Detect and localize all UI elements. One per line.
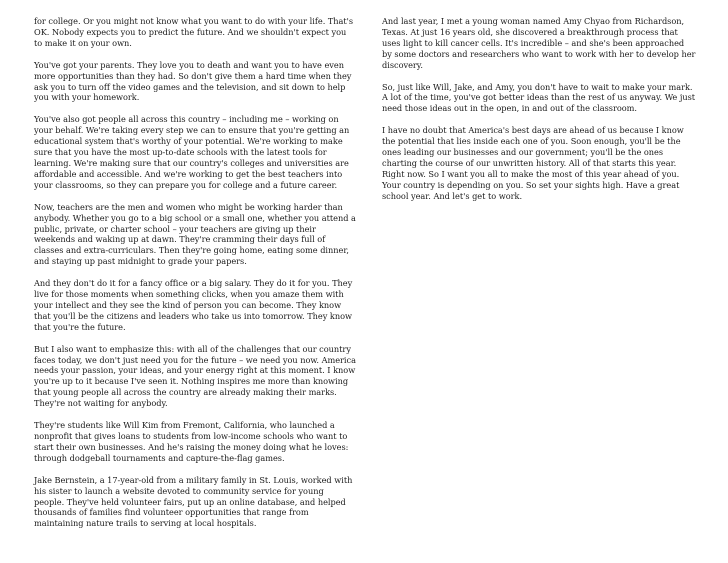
paragraph: You've also got people all across this country – including me – working on your behalf. We're taking every step we can to ensure that you're getting an educational system that's worthy of your potential. We're working to make sure that you have the most up-to-date schools with the latest tools for learning. We're making sure that our country's colleges and universities are affordable and accessible. And we're working to get the best teachers into your classrooms, so they can prepare you for college and a future career. [34,114,350,190]
paragraph: I have no doubt that America's best days are ahead of us because I know the potential that lies inside each one of you. Soon enough, you'll be the ones leading our businesses and our government; you'll be the ones charting the course of our unwritten history. All of that starts this year. Right now. So I want you all to make the most of this year ahead of you. Your country is depending on you. So set your sights high. Have a great school year. And let's get to work. [382,125,684,201]
paragraph: So, just like Will, Jake, and Amy, you don't have to wait to make your mark. A lot of the time, you've got better ideas than the rest of us anyway. We just need those ideas out in the open, in and out of the classroom. [382,81,696,114]
paragraph: But I also want to emphasize this: with all of the challenges that our country faces today, we don't just need you for the future – we need you now. America needs your passion, your ideas, and your energy right at this moment. I know you're up to it because I've seen it. Nothing inspires me more than knowing that young people all across the country are already making their marks. They're not waiting for anybody. [34,343,356,409]
paragraph: You've got your parents. They love you to death and want you to have even more opportunities than they had. So don't give them a hard time when they ask you to turn off the video games and the television, and sit down to help you with your homework. [34,59,352,103]
paragraph: for college. Or you might not know what you want to do with your life. That's OK. Nobody expects you to predict the future. And we shouldn't expect you to make it on your own. [34,16,354,48]
paragraph: And last year, I met a young woman named Amy Chyao from Richardson, Texas. At just 16 years old, she discovered a breakthrough process that uses light to kill cancer cells. It's incredible – and she's been approached by some doctors and researchers who want to work with her to develop her discovery. [382,16,696,70]
left-text-column [34,16,356,540]
paragraph: Now, teachers are the men and women who might be working harder than anybody. Whether you go to a big school or a small one, whether you attend a public, private, or charter school – your teachers are giving up their weekends and waking up at dawn. They're cramming their days full of classes and extra-curriculars. Then they're going home, eating some dinner, and staying up past midnight to grade your papers. [34,201,356,267]
paragraph: They're students like Will Kim from Fremont, California, who launched a nonprofit that gives loans to students from low-income schools who want to start their own businesses. And he's raising the money doing what he loves: through dodgeball tournaments and capture-the-flag games. [34,420,349,463]
paragraph: Jake Bernstein, a 17-year-old from a military family in St. Louis, worked with his sister to launch a website devoted to community service for young people. They've held volunteer fairs, put up an online database, and helped thousands of families find volunteer opportunities that range from maintaining nature trails to serving at local hospitals. [34,474,353,529]
paragraph: And they don't do it for a fancy office or a big salary. They do it for you. They live for those moments when something clicks, when you amaze them with your intellect and they see the kind of person you can become. They know that you'll be the citizens and leaders who take us into tomorrow. They know that you're the future. [34,278,353,332]
right-text-column [382,16,696,213]
